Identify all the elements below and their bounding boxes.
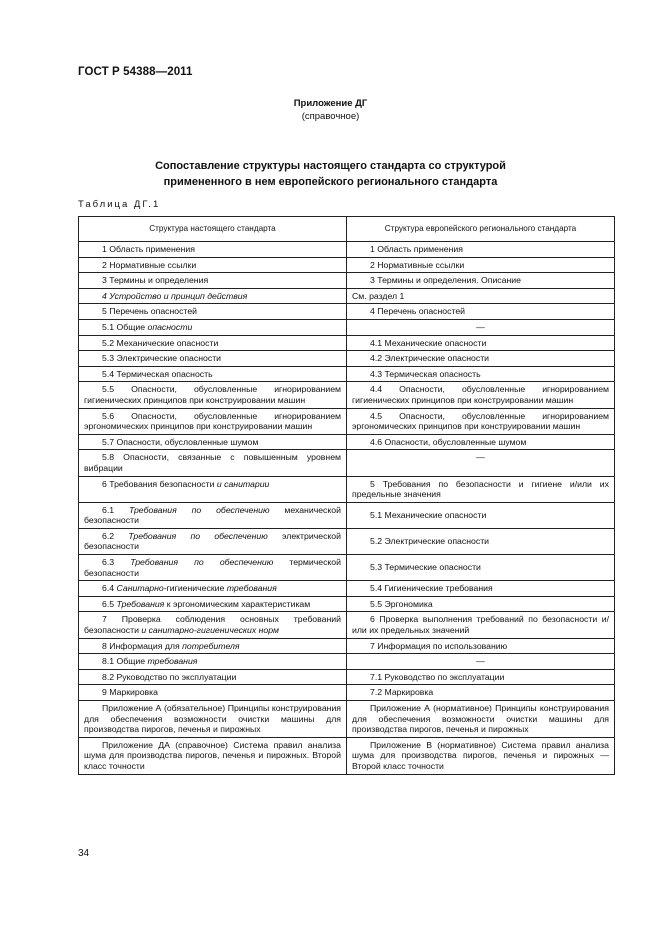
table-row [79, 555, 615, 581]
cell-text: Приложение А (нормативное) Принципы конструирования для обеспечения возможности очистки машины для производства пирогов, печенья и пирожных [352, 703, 609, 735]
cell-this-standard [79, 737, 347, 774]
cell-european-standard [347, 638, 615, 654]
cell-text: 6.4 [102, 583, 117, 594]
table-row [79, 382, 615, 408]
table-row [79, 581, 615, 597]
cell-this-standard [79, 382, 347, 408]
table-row [79, 528, 615, 554]
table-row [79, 304, 615, 320]
cell-this-standard [79, 335, 347, 351]
annex-kind: (справочное) [301, 111, 360, 122]
standard-code: ГОСТ Р 54388—2011 [78, 66, 193, 78]
cell-text: 5.4 Гигиенические требования [370, 583, 493, 594]
cell-text: 2 Нормативные ссылки [102, 259, 197, 270]
cell-text: 5.7 Опасности, обусловленные шумом [102, 436, 259, 447]
document-title [0, 158, 661, 190]
cell-text: 4.6 Опасности, обусловленные шумом [370, 436, 527, 447]
cell-text: 7 Проверка соблюдения основных требований безопасности [84, 614, 341, 636]
table-row [79, 502, 615, 528]
cell-european-standard [347, 434, 615, 450]
cell-european-standard [347, 408, 615, 434]
cell-text: Требования [116, 598, 165, 609]
table-row [79, 612, 615, 638]
table-row [79, 701, 615, 738]
cell-european-standard [347, 242, 615, 258]
table-row [79, 242, 615, 258]
cell-this-standard [79, 257, 347, 273]
cell-european-standard [347, 555, 615, 581]
cell-text: 5.5 Опасности, обусловленные игнорированием гигиенических принципов при конструировании машин [84, 384, 341, 405]
cell-european-standard [347, 257, 615, 273]
table-row [79, 335, 615, 351]
cell-text: 4.4 Опасности, обусловленные игнорированием гигиенических принципов при конструировании машин [352, 384, 609, 405]
header-european-standard: Структура европейского регионального стандарта [347, 217, 615, 242]
cell-this-standard [79, 502, 347, 528]
table-row [79, 351, 615, 367]
cell-text: — [476, 452, 485, 463]
cell-text: 6 Проверка выполнения требований по безопасности и/или их предельных значений [352, 614, 609, 636]
cell-this-standard [79, 581, 347, 597]
cell-european-standard [347, 502, 615, 528]
cell-text: 5.3 Электрические опасности [102, 353, 222, 364]
cell-text: 6 Требования безопасности [102, 478, 217, 489]
cell-this-standard [79, 319, 347, 335]
cell-european-standard [347, 273, 615, 289]
cell-text: 5 Перечень опасностей [102, 306, 198, 317]
cell-this-standard [79, 596, 347, 612]
cell-european-standard [347, 701, 615, 738]
table-header-row [79, 217, 615, 242]
table-row [79, 654, 615, 670]
cell-text: 4.1 Механические опасности [370, 337, 487, 348]
cell-this-standard [79, 366, 347, 382]
cell-this-standard [79, 528, 347, 554]
cell-text: Требования по обеспечению [130, 557, 274, 568]
cell-european-standard [347, 319, 615, 335]
cell-text: 6.3 [102, 557, 131, 568]
cell-text: и санитарно-гигиенических норм [141, 625, 279, 636]
cell-european-standard [347, 612, 615, 638]
table-row [79, 434, 615, 450]
cell-text: потребителя [182, 640, 240, 651]
cell-european-standard [347, 382, 615, 408]
cell-text: термической безопасности [84, 557, 341, 578]
cell-this-standard [79, 654, 347, 670]
cell-european-standard [347, 304, 615, 320]
cell-text: требования [226, 583, 277, 594]
table-row [79, 366, 615, 382]
table-row [79, 638, 615, 654]
cell-text: 5.2 Электрические опасности [370, 536, 490, 547]
table-body [79, 242, 615, 775]
cell-text: 5.1 Общие [102, 321, 148, 332]
cell-european-standard [347, 528, 615, 554]
cell-this-standard [79, 685, 347, 701]
cell-text: 7.1 Руководство по эксплуатации [370, 671, 505, 682]
cell-this-standard [79, 408, 347, 434]
cell-text: Приложение В (нормативное) Система правил анализа шума для производства пирогов, печенья и пирожных — Второй класс точности [352, 739, 609, 771]
cell-text: 3 Термины и определения. Описание [370, 275, 521, 286]
cell-this-standard [79, 669, 347, 685]
cell-text: 8.1 Общие [102, 656, 148, 667]
cell-text: 1 Область применения [102, 244, 195, 254]
cell-text: -гигиенические [163, 583, 227, 594]
header-this-standard: Структура настоящего стандарта [79, 217, 347, 242]
cell-text: 4 Перечень опасностей [370, 306, 466, 317]
cell-text: и санитарии [216, 478, 270, 489]
cell-text: 4.3 Термическая опасность [370, 368, 481, 379]
cell-text: механической безопасности [84, 504, 341, 526]
cell-european-standard [347, 669, 615, 685]
table-row [79, 596, 615, 612]
annex-heading [0, 97, 661, 123]
cell-text: 8.2 Руководство по эксплуатации [102, 671, 237, 682]
cell-this-standard [79, 434, 347, 450]
table-row [79, 319, 615, 335]
cell-european-standard [347, 737, 615, 774]
cell-text: Приложение ДА (справочное) Система правил анализа шума для производства пирогов, печенья и пирожных. Второй класс точности [84, 739, 341, 771]
cell-text: 1 Область применения [370, 244, 463, 254]
cell-text: электрической безопасности [84, 530, 341, 552]
cell-text: 5.8 Опасности, связанные с повышенным уровнем вибрации [84, 452, 341, 473]
cell-european-standard [347, 450, 615, 476]
cell-text: 6.2 [102, 530, 129, 541]
cell-text: 5.6 Опасности, обусловленные игнорированием эргономических принципов при конструировании машин [84, 410, 341, 432]
cell-text: 4.5 Опасности, обусловленные игнорированием эргономических принципов при конструировании машин [352, 410, 609, 432]
cell-text: 7 Информация по использованию [370, 640, 508, 651]
annex-title: Приложение ДГ [293, 98, 368, 109]
cell-european-standard [347, 654, 615, 670]
table-row [79, 685, 615, 701]
cell-text: 5.3 Термические опасности [370, 562, 481, 573]
cell-text: 7.2 Маркировка [370, 687, 434, 698]
cell-this-standard [79, 612, 347, 638]
cell-text: 8 Информация для [102, 640, 183, 651]
cell-text: 4 Устройство и принцип действия [102, 290, 248, 301]
table-row [79, 669, 615, 685]
cell-text: Санитарно [116, 583, 164, 594]
document-title-line-1: Сопоставление структуры настоящего стандарта со структурой [155, 160, 506, 172]
cell-text: 9 Маркировка [102, 687, 158, 698]
cell-european-standard [347, 288, 615, 304]
cell-european-standard [347, 596, 615, 612]
cell-this-standard [79, 450, 347, 476]
table-caption: Таблица ДГ.1 [78, 199, 161, 210]
cell-this-standard [79, 638, 347, 654]
cell-text: 6.1 [102, 504, 129, 515]
cell-text: 5.5 Эргономика [370, 598, 433, 609]
cell-text: — [476, 656, 485, 667]
cell-text: 5 Требования по безопасности и гигиене и/или их предельные значения [352, 478, 609, 500]
cell-european-standard [347, 351, 615, 367]
cell-text: 5.1 Механические опасности [370, 509, 487, 520]
cell-text: Требования по обеспечению [128, 504, 270, 515]
cell-text: 5.2 Механические опасности [102, 337, 219, 348]
cell-european-standard [347, 581, 615, 597]
cell-text: Приложение А (обязательное) Принципы конструирования для обеспечения возможности очистки машины для производства пирогов, печенья и пирожных [84, 703, 341, 735]
cell-european-standard [347, 685, 615, 701]
cell-this-standard [79, 701, 347, 738]
table-row [79, 257, 615, 273]
table-row [79, 737, 615, 774]
table-row [79, 450, 615, 476]
cell-european-standard [347, 476, 615, 502]
document-title-line-2: примененного в нем европейского регионального стандарта [163, 176, 498, 188]
cell-european-standard [347, 366, 615, 382]
cell-this-standard [79, 351, 347, 367]
cell-text: 5.4 Термическая опасность [102, 368, 213, 379]
cell-this-standard [79, 304, 347, 320]
cell-text: 3 Термины и определения [102, 275, 209, 286]
cell-this-standard [79, 242, 347, 258]
cell-text: — [476, 321, 485, 332]
cell-this-standard [79, 273, 347, 289]
cell-this-standard [79, 555, 347, 581]
comparison-table [78, 216, 615, 775]
cell-this-standard [79, 476, 347, 502]
table-row [79, 273, 615, 289]
page-number: 34 [78, 848, 90, 859]
cell-text: См. раздел 1 [352, 290, 405, 301]
cell-text: 2 Нормативные ссылки [370, 259, 465, 270]
cell-text: 4.2 Электрические опасности [370, 353, 490, 364]
cell-text: требования [147, 656, 198, 667]
cell-text: опасности [147, 321, 193, 332]
cell-text: 6.5 [102, 598, 117, 609]
table-row [79, 288, 615, 304]
table-row [79, 476, 615, 502]
cell-text: Требования по обеспечению [128, 530, 268, 541]
table-row [79, 408, 615, 434]
cell-european-standard [347, 335, 615, 351]
cell-text: к эргономическим характеристикам [164, 598, 311, 609]
cell-this-standard [79, 288, 347, 304]
